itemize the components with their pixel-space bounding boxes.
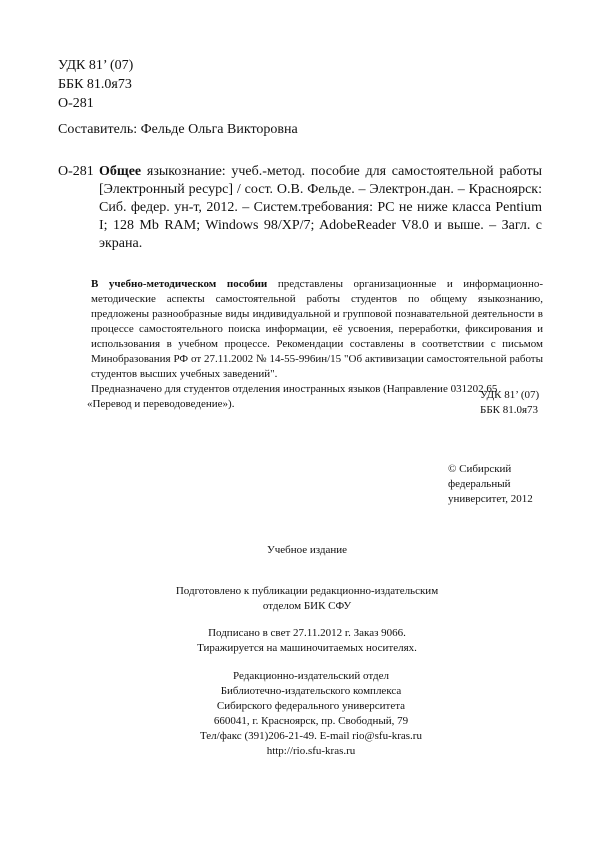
bibliographic-code: О-281 [58, 164, 94, 179]
intended-audience [87, 382, 543, 412]
abstract [87, 277, 543, 412]
bibliographic-record [58, 163, 542, 253]
bibliographic-description: языкознание: учеб.-метод. пособие для самостоятельной работы [Электронный ресурс] / сост. О.В. Фельде. – Электрон.дан. – Красноярск: Сиб. федер. ун-т, 2012. – Систем.требования: PC не ниже класса Pentium I; 128 Mb RAM; Windows 98/XP/7; AdobeReader V8.0 и выше. – Загл. с экрана. [99, 164, 543, 251]
publisher-line-1: Редакционно-издательский отдел [233, 670, 389, 682]
bibliographic-text [99, 163, 542, 253]
abstract-text: представлены организационные и информационно-методические аспекты самостоятельной работы студентов по общему языкознанию, предложены разнообразные виды индивидуальной и групповой познавательной деятельности в процессе самостоятельного поиска информации, её усвоения, переработки, фиксирования и использования в учебном процессе. Рекомендации составлены в соответствии с письмом Минобразования РФ от 27.11.2002 № 14-55-996ин/15 "Об активизации самостоятельной работы студентов высших учебных заведений". [91, 278, 543, 380]
right-classification-codes [480, 388, 542, 418]
signed-block [0, 626, 600, 656]
signed-line-1: Подписано в свет 27.11.2012 г. Заказ 9066. [208, 627, 406, 639]
abstract-paragraph [91, 277, 543, 382]
signed-line-2: Тиражируется на машиночитаемых носителях. [197, 642, 417, 654]
prepared-line-1: Подготовлено к публикации редакционно-издательским [175, 585, 439, 597]
intended-line-1: Предназначено для студентов отделения иностранных языков (Направление 031202.65 [91, 383, 498, 395]
intended-line-2: «Перевод и переводоведение»). [87, 398, 235, 410]
right-udk-code: УДК 81’ (07) [480, 389, 540, 401]
publisher-block [0, 669, 600, 759]
bbk-code: ББК 81.0я73 [58, 77, 132, 92]
prepared-block [0, 584, 600, 614]
right-bbk-code: ББК 81.0я73 [480, 404, 539, 416]
prepared-line-2: отделом БИК СФУ [262, 600, 352, 612]
udk-code: УДК 81’ (07) [58, 58, 134, 73]
publisher-contacts: Тел/факс (391)206-21-49. E-mail rio@sfu-kras.ru [200, 730, 422, 742]
edition-type-text: Учебное издание [266, 544, 348, 556]
classification-codes [58, 56, 133, 113]
publisher-address: 660041, г. Красноярск, пр. Свободный, 79 [213, 715, 409, 727]
abstract-lead: В учебно-методическом пособии [91, 278, 268, 290]
compiler-line: Составитель: Фельде Ольга Викторовна [58, 122, 298, 137]
copyright-line-1: © Сибирский [448, 463, 512, 475]
publisher-line-3: Сибирского федерального университета [216, 700, 406, 712]
publisher-line-2: Библиотечно-издательского комплекса [220, 685, 402, 697]
copyright-line-3: университет, 2012 [448, 493, 533, 505]
author-sign: О-281 [58, 96, 94, 111]
copyright-block [448, 462, 548, 507]
edition-type [0, 543, 600, 558]
publisher-website: http://rio.sfu-kras.ru [266, 745, 356, 757]
copyright-line-2: федеральный [448, 478, 511, 490]
bibliographic-title-bold: Общее [99, 164, 142, 179]
